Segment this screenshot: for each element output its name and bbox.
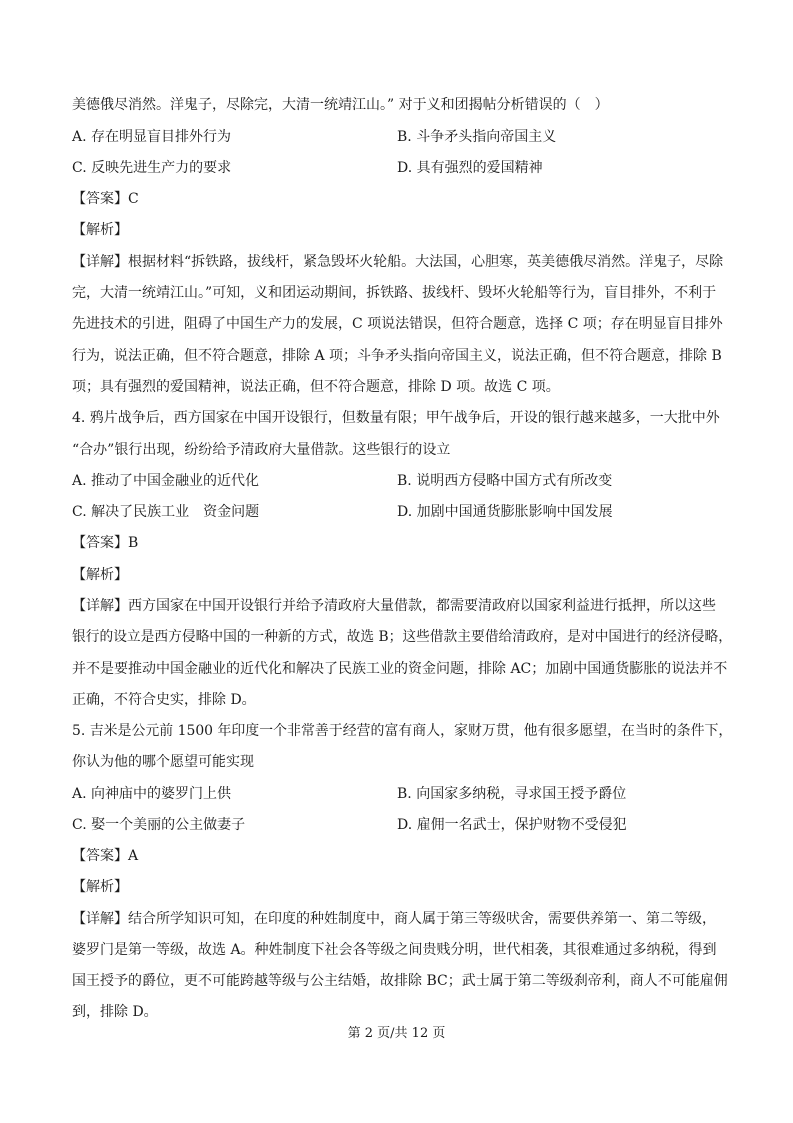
- q3-answer: 【答案】C: [72, 191, 139, 207]
- q4-detail-line: 银行的设立是西方侵略中国的一种新的方式，故选 B；这些借款主要借给清政府，是对中国进行的经济侵略，: [72, 629, 732, 645]
- q4-option-c: C. 解决了民族工业 资金问题: [72, 504, 260, 520]
- q5-option-b: B. 向国家多纳税，寻求国王授予爵位: [397, 786, 627, 802]
- page-footer: 第 2 页/共 12 页: [347, 1026, 446, 1041]
- q4-detail-line: 并不是要推动中国金融业的近代化和解决了民族工业的资金问题，排除 AC；加剧中国通货膨胀的说法并不: [72, 661, 728, 677]
- q5-option-c: C. 娶一个美丽的公主做妻子: [72, 817, 246, 833]
- q4-detail-line: 正确，不符合史实，排除 D。: [72, 692, 256, 708]
- q4-stem-line: 4. 鸦片战争后，西方国家在中国开设银行，但数量有限；甲午战争后，开设的银行越来越多，一大批中外: [72, 410, 720, 426]
- q4-option-a: A. 推动了中国金融业的近代化: [72, 473, 260, 489]
- q5-analysis-label: 【解析】: [72, 879, 128, 895]
- q3-option-d: D. 具有强烈的爱国精神: [397, 160, 543, 176]
- q5-detail-line: 国王授予的爵位，更不可能跨越等级与公主结婚，故排除 BC；武士属于第二等级刹帝利，商人不可能雇佣: [72, 973, 728, 989]
- q3-detail-line: 行为，说法正确，但不符合题意，排除 A 项；斗争矛头指向帝国主义，说法正确，但不符合题意，排除 B: [72, 348, 722, 364]
- q3-detail-line: 先进技术的引进，阻碍了中国生产力的发展，C 项说法错误，但符合题意，选择 C 项；存在明显盲目排外: [72, 316, 723, 332]
- q5-detail-line: 婆罗门是第一等级，故选 A。种姓制度下社会各等级之间贵贱分明，世代相袭，其很难通过多纳税，得到: [72, 942, 717, 958]
- q3-stem-tail: 美德俄尽消然。洋鬼子，尽除完，大清一统靖江山。” 对于义和团揭帖分析错误的（ ）: [72, 97, 609, 113]
- q5-answer: 【答案】A: [72, 848, 139, 864]
- q3-option-b: B. 斗争矛头指向帝国主义: [397, 129, 557, 145]
- q3-detail-line: 【详解】根据材料“拆铁路，拔线杆，紧急毁坏火轮船。大法国，心胆寒，英美德俄尽消然。洋鬼子，尽除: [72, 254, 724, 270]
- q5-detail-line: 到，排除 D。: [72, 1004, 158, 1020]
- q4-option-b: B. 说明西方侵略中国方式有所改变: [397, 473, 613, 489]
- q3-analysis-label: 【解析】: [72, 222, 128, 238]
- q5-stem-line: 你认为他的哪个愿望可能实现: [72, 754, 254, 770]
- q5-stem-line: 5. 吉米是公元前 1500 年印度一个非常善于经营的富有商人，家财万贯，他有很多愿望，在当时的条件下，: [72, 723, 733, 739]
- q5-option-a: A. 向神庙中的婆罗门上供: [72, 786, 232, 802]
- q4-answer: 【答案】B: [72, 535, 139, 551]
- q4-stem-line: “合办”银行出现，纷纷给予清政府大量借款。这些银行的设立: [72, 442, 451, 458]
- q3-option-a: A. 存在明显盲目排外行为: [72, 129, 232, 145]
- q4-option-d: D. 加剧中国通货膨胀影响中国发展: [397, 504, 613, 520]
- q3-detail-line: 项；具有强烈的爱国精神，说法正确，但不符合题意，排除 D 项。故选 C 项。: [72, 379, 560, 395]
- q4-analysis-label: 【解析】: [72, 567, 128, 583]
- q3-detail-line: 完，大清一统靖江山。”可知，义和团运动期间，拆铁路、拔线杆、毁坏火轮船等行为，盲目排外，不利于: [72, 285, 717, 301]
- q5-option-d: D. 雇佣一名武士，保护财物不受侵犯: [397, 817, 627, 833]
- q5-detail-line: 【详解】结合所学知识可知，在印度的种姓制度中，商人属于第三等级吠舍，需要供养第一、第二等级，: [72, 911, 716, 927]
- q3-option-c: C. 反映先进生产力的要求: [72, 160, 232, 176]
- q4-detail-line: 【详解】西方国家在中国开设银行并给予清政府大量借款，都需要清政府以国家利益进行抵押，所以这些: [72, 598, 716, 614]
